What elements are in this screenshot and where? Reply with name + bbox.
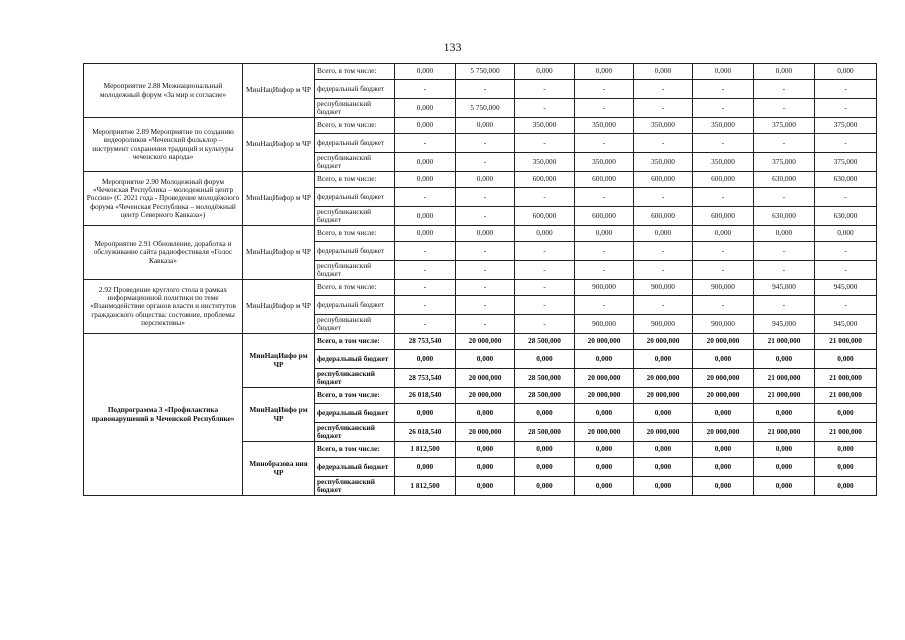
executor-cell: МинНацИнфор м ЧР	[243, 226, 315, 280]
table-row	[84, 226, 877, 242]
budget-kind-cell: республиканский бюджет	[315, 207, 395, 226]
value-cell: 0,000	[456, 118, 515, 134]
value-cell: 20 000,000	[693, 334, 754, 350]
budget-kind-cell: федеральный бюджет	[315, 242, 395, 261]
budget-kind-cell: республиканский бюджет	[315, 153, 395, 172]
event-name-cell: Мероприятие 2.89 Мероприятие по созданию видеороликов «Чеченский фольклор – инструмент сохранения традиций и культуры чеченского народа»	[84, 118, 243, 172]
value-cell: 20 000,000	[456, 423, 515, 442]
value-cell: -	[754, 242, 815, 261]
event-name-cell: Мероприятие 2.91 Обновление, доработка и обслуживание сайта радиофестиваля «Голос Кавказа»	[84, 226, 243, 280]
budget-kind-cell: республиканский бюджет	[315, 315, 395, 334]
value-cell: 0,000	[456, 442, 515, 458]
value-cell: 20 000,000	[634, 388, 693, 404]
value-cell: -	[634, 134, 693, 153]
value-cell: 0,000	[395, 350, 456, 369]
value-cell: 0,000	[634, 458, 693, 477]
value-cell: 28 753,540	[395, 369, 456, 388]
value-cell: -	[575, 80, 634, 99]
budget-kind-cell: республиканский бюджет	[315, 99, 395, 118]
event-name-cell: 2.92 Проведение круглого стола в рамках информационной политики по теме «Взаимодействие органов власти и институтов гражданского общества: состояние, проблемы перспективы»	[84, 280, 243, 334]
value-cell: -	[515, 315, 575, 334]
value-cell: -	[515, 280, 575, 296]
value-cell: 0,000	[815, 477, 877, 496]
value-cell: 0,000	[395, 64, 456, 80]
value-cell: 0,000	[754, 442, 815, 458]
budget-kind-cell: республиканский бюджет	[315, 423, 395, 442]
value-cell: -	[456, 315, 515, 334]
budget-kind-cell: Всего, в том числе:	[315, 388, 395, 404]
value-cell: -	[456, 80, 515, 99]
value-cell: 0,000	[456, 350, 515, 369]
value-cell: 0,000	[395, 226, 456, 242]
value-cell: 1 812,500	[395, 477, 456, 496]
budget-kind-cell: Всего, в том числе:	[315, 334, 395, 350]
value-cell: -	[575, 296, 634, 315]
executor-cell: МинНацИнфор м ЧР	[243, 280, 315, 334]
value-cell: 28 500,000	[515, 423, 575, 442]
event-name-cell: Мероприятие 2.88 Межнациональный молодежный форум «За мир и согласие»	[84, 64, 243, 118]
budget-kind-cell: Всего, в том числе:	[315, 442, 395, 458]
value-cell: 630,000	[754, 172, 815, 188]
budget-kind-cell: Всего, в том числе:	[315, 280, 395, 296]
value-cell: -	[693, 242, 754, 261]
value-cell: 945,000	[754, 315, 815, 334]
value-cell: 630,000	[815, 207, 877, 226]
value-cell: 0,000	[575, 404, 634, 423]
value-cell: 5 750,000	[456, 64, 515, 80]
value-cell: 0,000	[456, 477, 515, 496]
value-cell: -	[456, 188, 515, 207]
value-cell: 945,000	[754, 280, 815, 296]
value-cell: -	[693, 99, 754, 118]
value-cell: 0,000	[515, 226, 575, 242]
value-cell: -	[515, 242, 575, 261]
value-cell: 20 000,000	[634, 423, 693, 442]
value-cell: 0,000	[693, 350, 754, 369]
value-cell: -	[575, 242, 634, 261]
value-cell: 375,000	[815, 153, 877, 172]
value-cell: -	[754, 134, 815, 153]
value-cell: -	[693, 296, 754, 315]
value-cell: -	[634, 296, 693, 315]
value-cell: -	[754, 80, 815, 99]
value-cell: 350,000	[634, 153, 693, 172]
value-cell: 20 000,000	[575, 334, 634, 350]
value-cell: -	[693, 261, 754, 280]
value-cell: -	[575, 134, 634, 153]
value-cell: 0,000	[815, 458, 877, 477]
value-cell: 0,000	[515, 64, 575, 80]
value-cell: -	[634, 99, 693, 118]
value-cell: 0,000	[693, 64, 754, 80]
budget-kind-cell: федеральный бюджет	[315, 188, 395, 207]
value-cell: 0,000	[634, 226, 693, 242]
value-cell: 0,000	[456, 172, 515, 188]
value-cell: 900,000	[693, 280, 754, 296]
executor-cell: Минобразова ния ЧР	[243, 442, 315, 496]
value-cell: -	[395, 242, 456, 261]
budget-kind-cell: федеральный бюджет	[315, 350, 395, 369]
value-cell: -	[693, 134, 754, 153]
budget-kind-cell: республиканский бюджет	[315, 477, 395, 496]
value-cell: 600,000	[693, 207, 754, 226]
value-cell: -	[634, 242, 693, 261]
value-cell: -	[395, 261, 456, 280]
value-cell: 630,000	[815, 172, 877, 188]
value-cell: 600,000	[515, 207, 575, 226]
value-cell: -	[693, 188, 754, 207]
value-cell: 350,000	[693, 118, 754, 134]
value-cell: 0,000	[634, 404, 693, 423]
value-cell: -	[395, 280, 456, 296]
value-cell: -	[754, 99, 815, 118]
value-cell: 600,000	[575, 207, 634, 226]
value-cell: -	[515, 188, 575, 207]
budget-table	[83, 63, 877, 496]
value-cell: 0,000	[395, 207, 456, 226]
value-cell: 0,000	[815, 64, 877, 80]
value-cell: 0,000	[575, 350, 634, 369]
value-cell: -	[456, 153, 515, 172]
value-cell: 350,000	[515, 118, 575, 134]
budget-kind-cell: Всего, в том числе:	[315, 64, 395, 80]
table-row	[84, 64, 877, 80]
table-row	[84, 118, 877, 134]
table-row	[84, 334, 877, 350]
value-cell: -	[515, 99, 575, 118]
value-cell: -	[634, 80, 693, 99]
value-cell: -	[575, 188, 634, 207]
value-cell: 0,000	[693, 226, 754, 242]
value-cell: 0,000	[515, 404, 575, 423]
value-cell: -	[456, 261, 515, 280]
value-cell: -	[815, 80, 877, 99]
value-cell: 350,000	[575, 118, 634, 134]
value-cell: 375,000	[754, 153, 815, 172]
value-cell: -	[754, 261, 815, 280]
value-cell: 0,000	[515, 442, 575, 458]
value-cell: 21 000,000	[754, 388, 815, 404]
value-cell: 26 018,540	[395, 388, 456, 404]
budget-kind-cell: республиканский бюджет	[315, 369, 395, 388]
value-cell: 21 000,000	[815, 334, 877, 350]
value-cell: 0,000	[693, 442, 754, 458]
value-cell: 20 000,000	[456, 334, 515, 350]
value-cell: 945,000	[815, 315, 877, 334]
value-cell: -	[456, 296, 515, 315]
value-cell: 20 000,000	[634, 334, 693, 350]
value-cell: 0,000	[754, 404, 815, 423]
value-cell: 20 000,000	[693, 369, 754, 388]
value-cell: 0,000	[395, 99, 456, 118]
value-cell: 0,000	[515, 458, 575, 477]
value-cell: -	[815, 99, 877, 118]
value-cell: 0,000	[456, 226, 515, 242]
value-cell: 900,000	[634, 280, 693, 296]
budget-kind-cell: Всего, в том числе:	[315, 226, 395, 242]
value-cell: 600,000	[693, 172, 754, 188]
value-cell: -	[634, 188, 693, 207]
value-cell: 0,000	[815, 442, 877, 458]
value-cell: 21 000,000	[754, 369, 815, 388]
value-cell: 28 500,000	[515, 334, 575, 350]
value-cell: 0,000	[815, 226, 877, 242]
value-cell: 600,000	[515, 172, 575, 188]
value-cell: -	[634, 261, 693, 280]
value-cell: -	[456, 207, 515, 226]
value-cell: -	[815, 188, 877, 207]
value-cell: -	[456, 242, 515, 261]
value-cell: -	[395, 134, 456, 153]
event-name-cell: Мероприятие 2.90 Молодежный форум «Чеченская Республика – молодежный центр России» (С 2021 года - Проведение молодёжного форума «Чеченская Республика – молодёжный центр Северного Кавказа»)	[84, 172, 243, 226]
value-cell: 0,000	[634, 64, 693, 80]
value-cell: -	[395, 80, 456, 99]
value-cell: -	[395, 188, 456, 207]
value-cell: 21 000,000	[754, 423, 815, 442]
value-cell: 28 753,540	[395, 334, 456, 350]
budget-kind-cell: Всего, в том числе:	[315, 172, 395, 188]
value-cell: 350,000	[634, 118, 693, 134]
value-cell: 0,000	[395, 153, 456, 172]
value-cell: 5 750,000	[456, 99, 515, 118]
value-cell: 0,000	[395, 118, 456, 134]
value-cell: 0,000	[634, 442, 693, 458]
executor-cell: МинНацИнфор м ЧР	[243, 64, 315, 118]
value-cell: 0,000	[634, 350, 693, 369]
value-cell: -	[575, 261, 634, 280]
value-cell: 600,000	[575, 172, 634, 188]
value-cell: 26 018,540	[395, 423, 456, 442]
value-cell: -	[815, 261, 877, 280]
value-cell: 900,000	[575, 280, 634, 296]
value-cell: 0,000	[575, 477, 634, 496]
value-cell: 0,000	[395, 404, 456, 423]
value-cell: 0,000	[395, 458, 456, 477]
value-cell: 20 000,000	[693, 388, 754, 404]
table-row	[84, 280, 877, 296]
value-cell: 21 000,000	[815, 369, 877, 388]
value-cell: 945,000	[815, 280, 877, 296]
value-cell: -	[515, 134, 575, 153]
budget-kind-cell: федеральный бюджет	[315, 296, 395, 315]
subprogram-title-cell: Подпрограмма 3 «Профилактика правонарушений в Чеченской Республике»	[84, 334, 243, 496]
value-cell: 0,000	[754, 226, 815, 242]
value-cell: 0,000	[575, 442, 634, 458]
value-cell: 21 000,000	[754, 334, 815, 350]
value-cell: 900,000	[575, 315, 634, 334]
value-cell: 0,000	[754, 477, 815, 496]
value-cell: 20 000,000	[575, 388, 634, 404]
value-cell: 0,000	[515, 477, 575, 496]
value-cell: 20 000,000	[634, 369, 693, 388]
value-cell: -	[515, 80, 575, 99]
value-cell: 0,000	[754, 350, 815, 369]
value-cell: 20 000,000	[456, 369, 515, 388]
value-cell: 0,000	[815, 350, 877, 369]
value-cell: 0,000	[693, 477, 754, 496]
value-cell: 28 500,000	[515, 388, 575, 404]
value-cell: 0,000	[815, 404, 877, 423]
value-cell: 21 000,000	[815, 423, 877, 442]
value-cell: 375,000	[754, 118, 815, 134]
value-cell: -	[395, 315, 456, 334]
value-cell: 350,000	[693, 153, 754, 172]
value-cell: 350,000	[575, 153, 634, 172]
value-cell: -	[754, 296, 815, 315]
value-cell: -	[456, 280, 515, 296]
value-cell: 0,000	[754, 64, 815, 80]
executor-cell: МинНацИнфо рм ЧР	[243, 388, 315, 442]
budget-kind-cell: Всего, в том числе:	[315, 118, 395, 134]
table-body	[84, 64, 877, 496]
executor-cell: МинНацИнфор м ЧР	[243, 172, 315, 226]
value-cell: -	[515, 296, 575, 315]
budget-kind-cell: федеральный бюджет	[315, 404, 395, 423]
budget-kind-cell: федеральный бюджет	[315, 458, 395, 477]
budget-kind-cell: федеральный бюджет	[315, 80, 395, 99]
value-cell: 20 000,000	[693, 423, 754, 442]
value-cell: 900,000	[634, 315, 693, 334]
budget-kind-cell: республиканский бюджет	[315, 261, 395, 280]
value-cell: -	[575, 99, 634, 118]
page-number: 133	[443, 40, 462, 54]
value-cell: 0,000	[575, 458, 634, 477]
value-cell: -	[515, 261, 575, 280]
value-cell: 21 000,000	[815, 388, 877, 404]
value-cell: -	[395, 296, 456, 315]
value-cell: 630,000	[754, 207, 815, 226]
value-cell: -	[754, 188, 815, 207]
value-cell: 600,000	[634, 172, 693, 188]
value-cell: 20 000,000	[575, 423, 634, 442]
value-cell: 0,000	[693, 458, 754, 477]
executor-cell: МинНацИнфо рм ЧР	[243, 334, 315, 388]
value-cell: 0,000	[575, 226, 634, 242]
value-cell: 0,000	[515, 350, 575, 369]
value-cell: 28 500,000	[515, 369, 575, 388]
value-cell: 0,000	[395, 172, 456, 188]
value-cell: -	[815, 134, 877, 153]
value-cell: 20 000,000	[575, 369, 634, 388]
executor-cell: МинНацИнфор м ЧР	[243, 118, 315, 172]
table-row	[84, 172, 877, 188]
value-cell: 1 812,500	[395, 442, 456, 458]
value-cell: 20 000,000	[456, 388, 515, 404]
value-cell: 0,000	[634, 477, 693, 496]
value-cell: 600,000	[634, 207, 693, 226]
value-cell: -	[815, 296, 877, 315]
value-cell: -	[456, 134, 515, 153]
value-cell: -	[815, 242, 877, 261]
value-cell: 900,000	[693, 315, 754, 334]
value-cell: 0,000	[575, 64, 634, 80]
value-cell: 350,000	[515, 153, 575, 172]
value-cell: 375,000	[815, 118, 877, 134]
value-cell: 0,000	[456, 458, 515, 477]
value-cell: 0,000	[754, 458, 815, 477]
value-cell: 0,000	[693, 404, 754, 423]
budget-kind-cell: федеральный бюджет	[315, 134, 395, 153]
value-cell: -	[693, 80, 754, 99]
value-cell: 0,000	[456, 404, 515, 423]
